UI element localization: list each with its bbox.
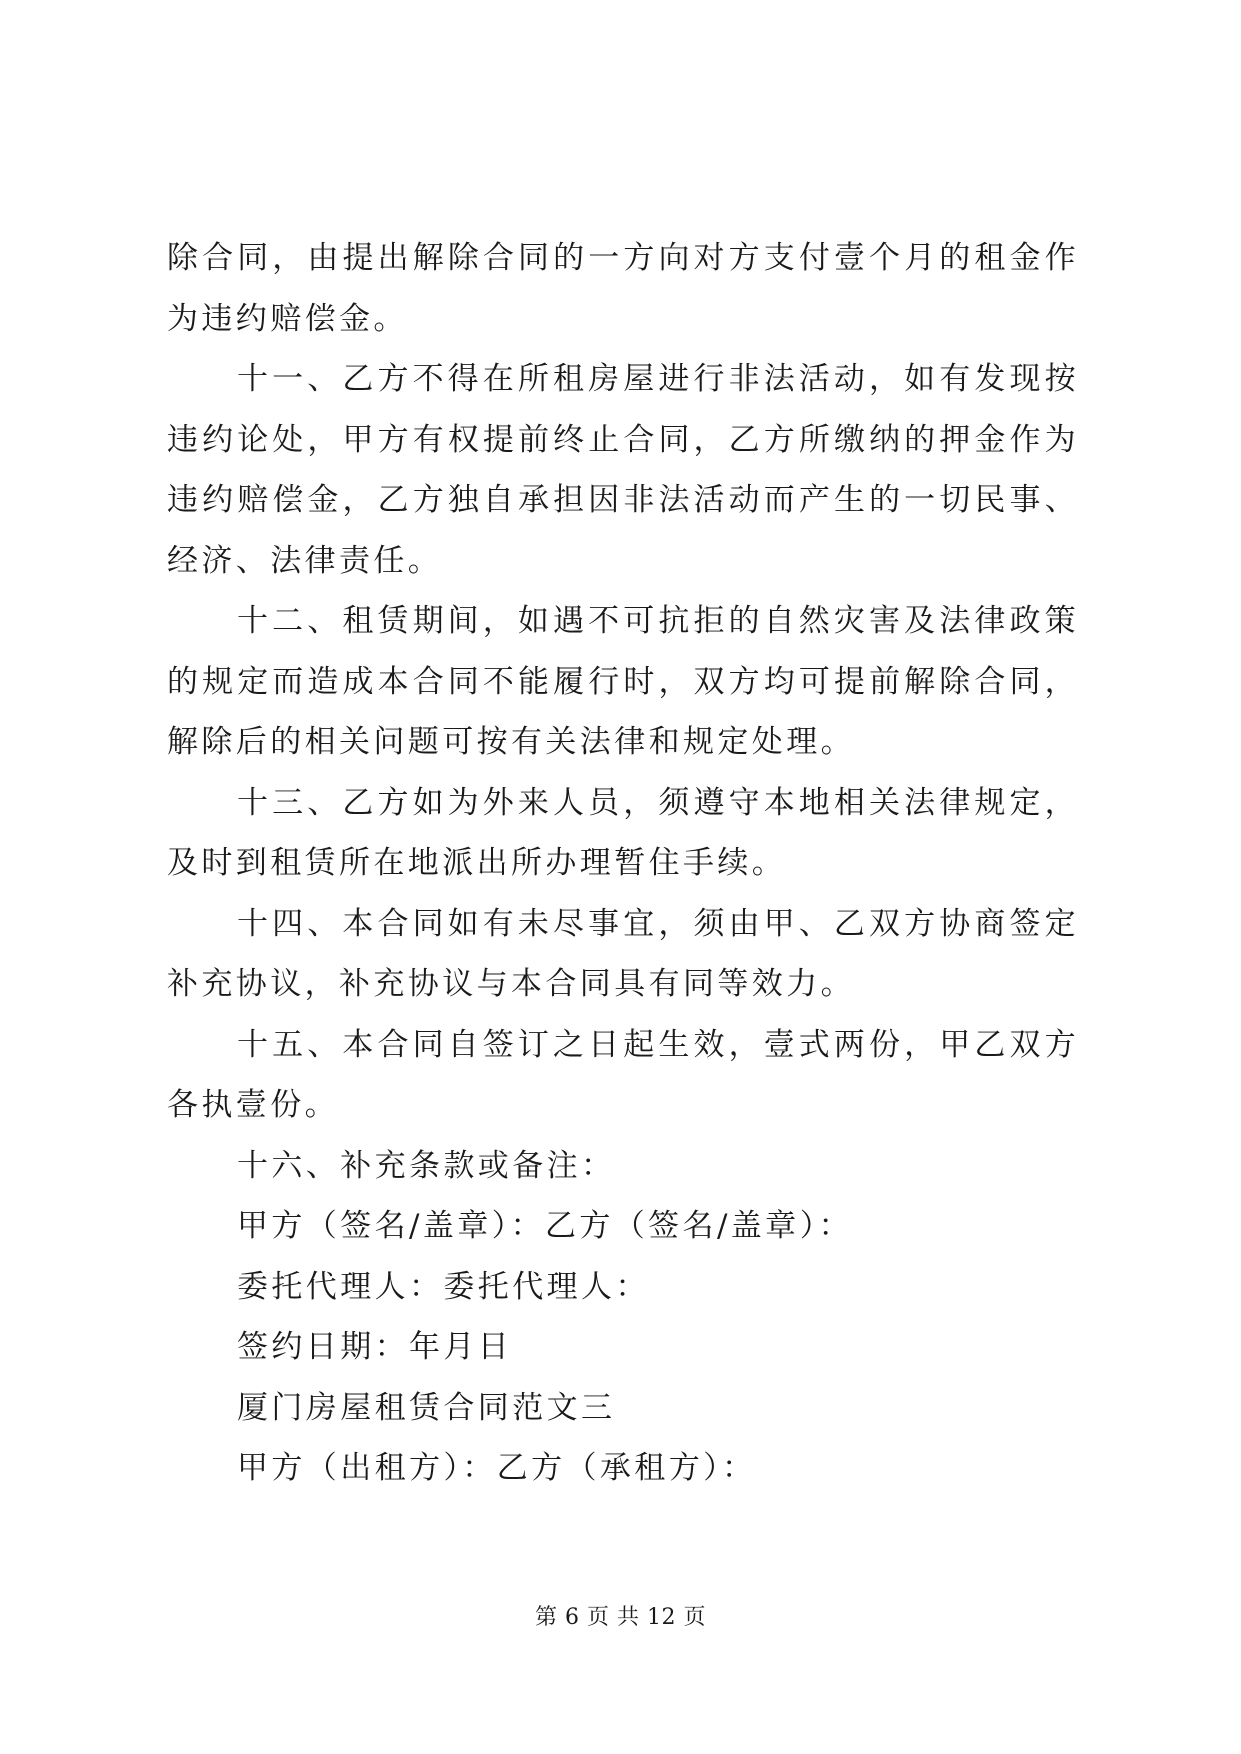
parties-line: 甲方（出租方）：乙方（承租方）： (237, 1450, 757, 1486)
paragraph-clause-13: 十三、乙方如为外来人员，须遵守本地相关法律规定，及时到租赁所在地派出所办理暂住手续。 (167, 784, 1079, 881)
signature-line-date: 签约日期：年月日 (237, 1329, 513, 1365)
paragraph-clause-15: 十五、本合同自签订之日起生效，壹式两份，甲乙双方各执壹份。 (167, 1026, 1079, 1123)
signature-line-agents: 委托代理人：委托代理人： (237, 1268, 650, 1305)
paragraph-clause-14: 十四、本合同如有未尽事宜，须由甲、乙双方协商签定补充协议，补充协议与本合同具有同等效力。 (167, 905, 1079, 1002)
paragraph-clause-16: 十六、补充条款或备注： (237, 1147, 616, 1184)
paragraph-clause-11: 十一、乙方不得在所租房屋进行非法活动，如有发现按违约论处，甲方有权提前终止合同，乙方所缴纳的押金作为违约赔偿金，乙方独自承担因非法活动而产生的一切民事、经济、法律责任。 (167, 361, 1079, 579)
signature-line-parties: 甲方（签名/盖章）：乙方（签名/盖章）： (237, 1208, 853, 1244)
paragraph-continuation: 除合同，由提出解除合同的一方向对方支付壹个月的租金作为违约赔偿金。 (167, 240, 1079, 337)
page-number-footer: 第 6 页 共 12 页 (535, 1605, 706, 1630)
section-heading-sample-three: 厦门房屋租赁合同范文三 (237, 1389, 616, 1426)
document-body (167, 228, 1079, 1499)
paragraph-clause-12: 十二、租赁期间，如遇不可抗拒的自然灾害及法律政策的规定而造成本合同不能履行时，双方均可提前解除合同，解除后的相关问题可按有关法律和规定处理。 (167, 603, 1079, 760)
